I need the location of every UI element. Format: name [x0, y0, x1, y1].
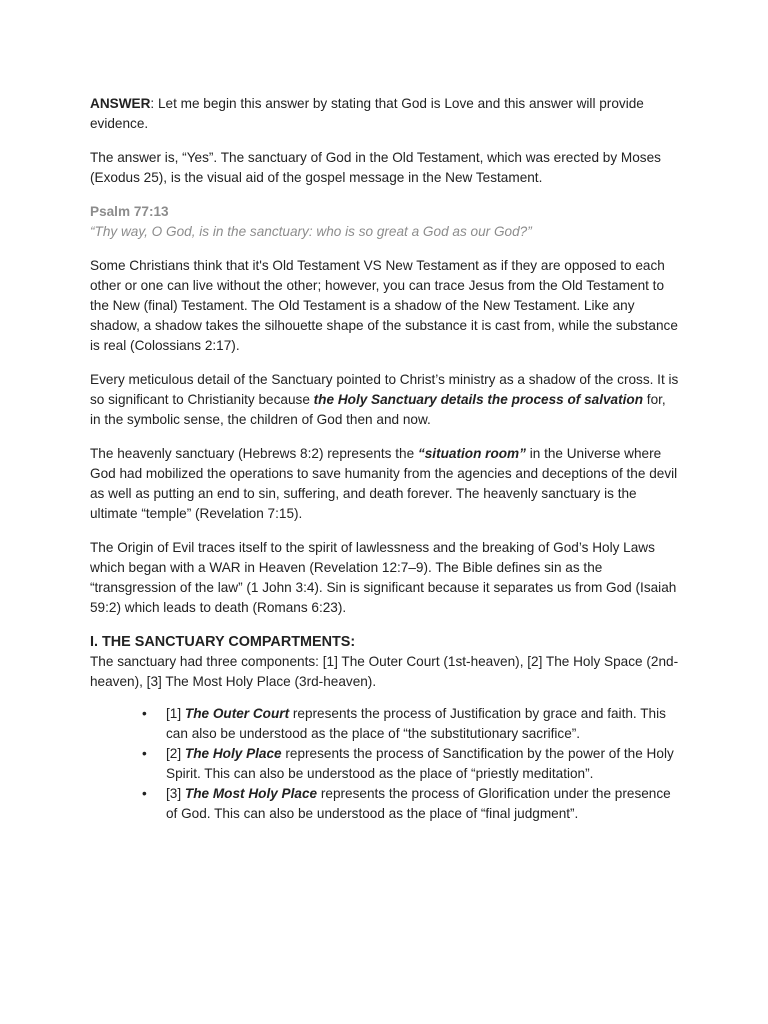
bullet-icon: • — [142, 786, 147, 801]
evil-paragraph: The Origin of Evil traces itself to the spirit of lawlessness and the breaking of God’s Holy Laws which began with a WAR in Heaven (Revelation 12:7–9). The Bible defines sin as the “transgression of the law” (1 John 3:4). Sin is significant because it separates us from God (Isaiah 59:2) which leads to death (Romans 6:23). — [90, 540, 677, 615]
item-title: The Holy Place — [184, 746, 282, 761]
section-intro: The sanctuary had three components: [1] The Outer Court (1st-heaven), [2] The Holy Space (2nd-heaven), [3] The Most Holy Place (3rd-heaven). — [90, 654, 679, 689]
detail-text-before: Every meticulous detail of the Sanctuary pointed to Christ’s ministry as a shadow of the cross. It is so significant to Christianity because — [90, 372, 679, 407]
heavenly-paragraph — [90, 444, 680, 524]
yes-paragraph: The answer is, “Yes”. The sanctuary of God in the Old Testament, which was erected by Moses (Exodus 25), is the visual aid of the gospel message in the New Testament. — [90, 150, 661, 185]
item-text: represents the process of Justification by grace and faith. This can also be understood as the place of “the substitutionary sacrifice”. — [166, 706, 666, 741]
detail-emphasis: the Holy Sanctuary details the process of salvation — [313, 392, 644, 407]
psalm-quote: “Thy way, O God, is in the sanctuary: who is so great a God as our God?” — [90, 224, 532, 239]
answer-label: ANSWER — [90, 96, 151, 111]
item-number: [3] — [166, 786, 185, 801]
detail-text-after: for, in the symbolic sense, the children of God then and now. — [90, 392, 666, 427]
item-text: represents the process of Glorification under the presence of God. This can also be understood as the place of “final judgment”. — [166, 786, 671, 821]
heavenly-text-before: The heavenly sanctuary (Hebrews 8:2) represents the — [90, 446, 418, 461]
item-title: The Most Holy Place — [184, 786, 318, 801]
document-body — [90, 94, 680, 824]
list-item — [90, 704, 680, 744]
psalm-reference: Psalm 77:13 — [90, 204, 169, 219]
bullet-icon: • — [142, 706, 147, 721]
answer-text: : Let me begin this answer by stating that God is Love and this answer will provide evidence. — [90, 96, 644, 131]
item-number: [2] — [166, 746, 185, 761]
item-title: The Outer Court — [184, 706, 290, 721]
heavenly-emphasis: “situation room” — [417, 446, 526, 461]
answer-paragraph — [90, 94, 680, 134]
detail-paragraph — [90, 370, 680, 430]
heavenly-text-after: in the Universe where God had mobilized the operations to save humanity from the agencies and deceptions of the devil as well as putting an end to sin, suffering, and death forever. The heavenly sanctuary is the ultimate “temple” (Revelation 7:15). — [90, 446, 678, 521]
item-number: [1] — [166, 706, 185, 721]
compartment-list — [90, 704, 680, 824]
item-text: represents the process of Sanctification by the power of the Holy Spirit. This can also be understood as the place of “priestly meditation”. — [166, 746, 674, 781]
list-item — [90, 744, 680, 784]
list-item — [90, 784, 680, 824]
bullet-icon: • — [142, 746, 147, 761]
testament-paragraph: Some Christians think that it's Old Testament VS New Testament as if they are opposed to each other or one can live without the other; however, you can trace Jesus from the Old Testament to the New (final) Testament. The Old Testament is a shadow of the New Testament. Like any shadow, a shadow takes the silhouette shape of the substance it is cast from, while the substance is real (Colossians 2:17). — [90, 258, 678, 353]
section-heading: I. THE SANCTUARY COMPARTMENTS: — [90, 634, 356, 650]
